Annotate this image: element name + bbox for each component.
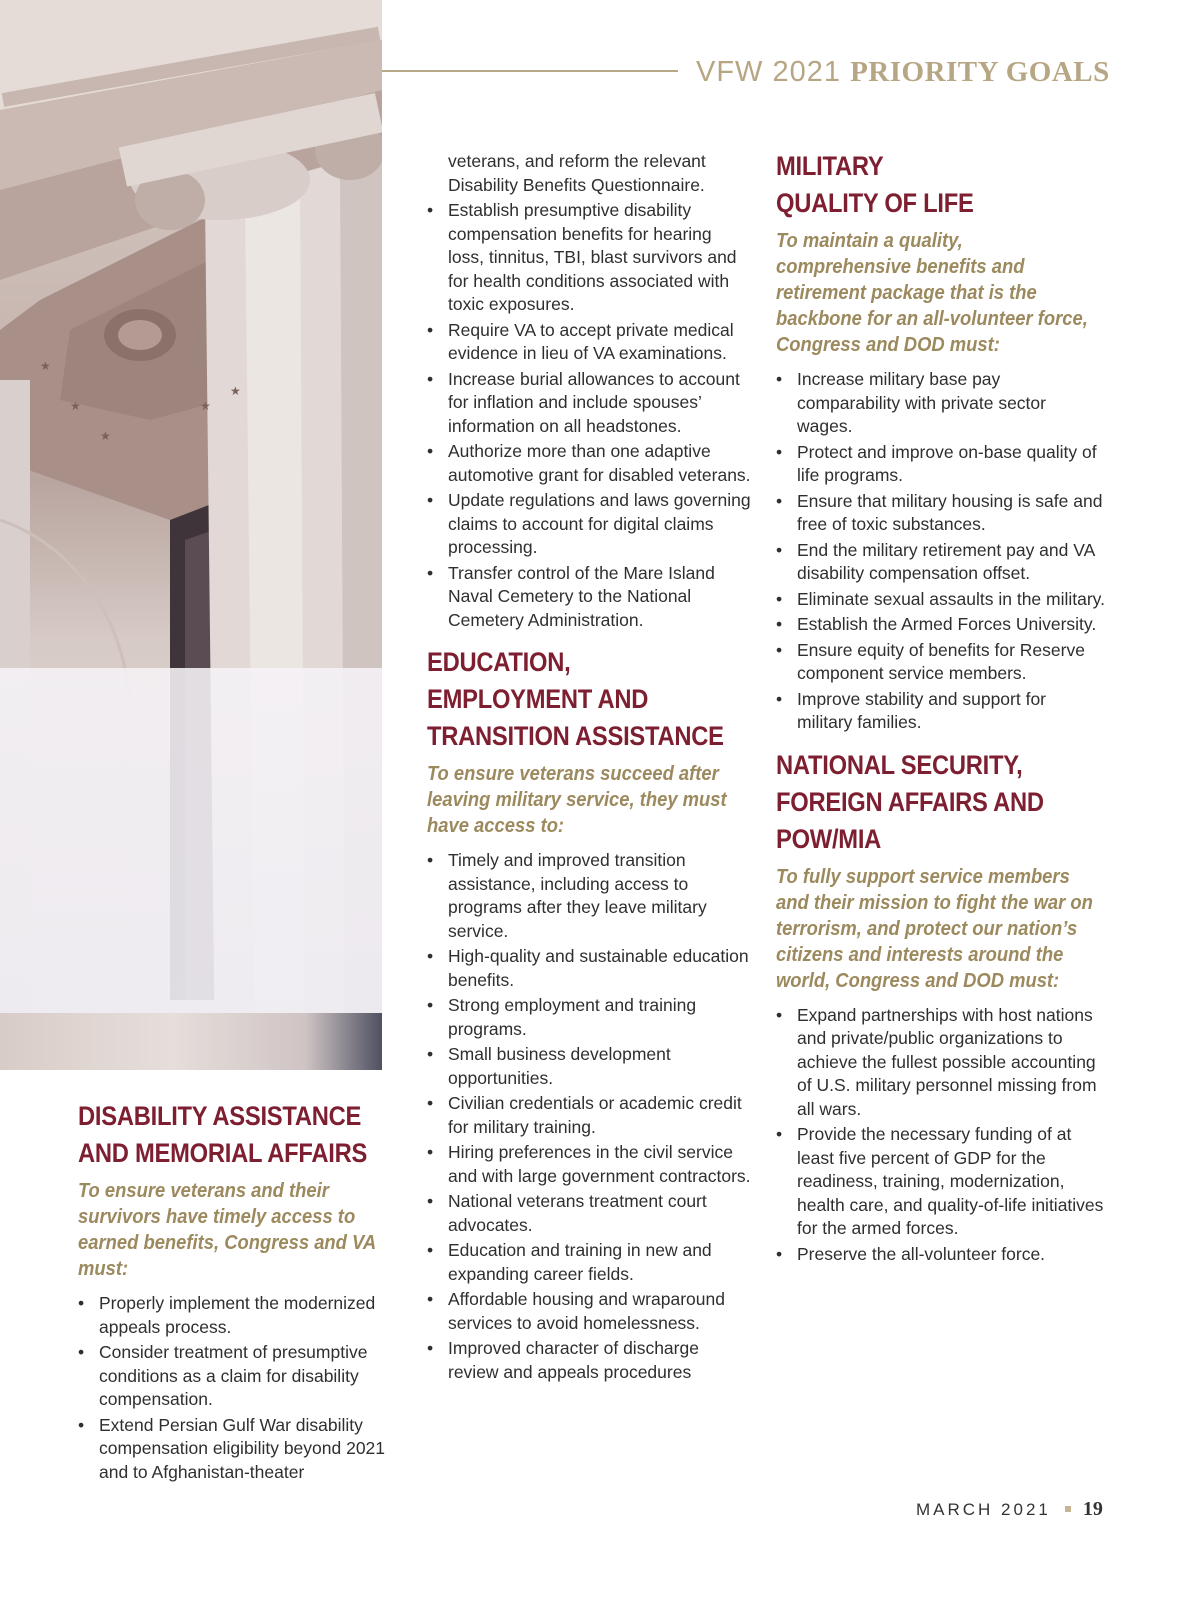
list-item: • Update regulations and laws governing claims to account for digital claims processing. (427, 489, 752, 560)
list-item: • Establish the Armed Forces University. (776, 613, 1106, 637)
issue-date: MARCH 2021 (916, 1500, 1051, 1519)
education-intro: To ensure veterans succeed after leaving military service, they must have access to: (427, 763, 727, 837)
list-item: • Properly implement the modernized appeals process. (78, 1292, 398, 1339)
list-item: • High-quality and sustainable education benefits. (427, 945, 752, 992)
capitol-columns-photo (0, 0, 382, 1070)
list-item: • Preserve the all-volunteer force. (776, 1243, 1106, 1267)
svg-text:★: ★ (230, 384, 241, 398)
list-item: • Provide the necessary funding of at least five percent of GDP for the readiness, training, modernization, health care, and quality-of-life initiatives for the armed forces. (776, 1123, 1106, 1241)
list-item: • Establish presumptive disability compensation benefits for hearing loss, tinnitus, TBI, blast survivors and for health conditions associated with toxic exposures. (427, 199, 752, 317)
list-item: • Civilian credentials or academic credit for military training. (427, 1092, 752, 1139)
page-number: 19 (1082, 1498, 1103, 1520)
list-item: • Increase military base pay comparability with private sector wages. (776, 368, 1106, 439)
list-item: • End the military retirement pay and VA disability compensation offset. (776, 539, 1106, 586)
education-heading: EDUCATION, EMPLOYMENT AND TRANSITION ASSISTANCE (427, 647, 724, 751)
list-item: • Small business development opportunities. (427, 1043, 752, 1090)
list-item: • Consider treatment of presumptive conditions as a claim for disability compensation. (78, 1341, 398, 1412)
page-footer (916, 1498, 1103, 1521)
right-column (776, 148, 1106, 1268)
svg-text:★: ★ (40, 359, 51, 373)
separator-square-icon (1065, 1506, 1071, 1512)
disability-list (78, 1292, 398, 1484)
list-item: • Improved character of discharge review and appeals procedures (427, 1337, 752, 1384)
list-item: • Strong employment and training programs. (427, 994, 752, 1041)
svg-text:★: ★ (70, 399, 81, 413)
header-rule (382, 70, 678, 72)
list-item: • Education and training in new and expanding career fields. (427, 1239, 752, 1286)
military-heading: MILITARY QUALITY OF LIFE (776, 151, 974, 218)
national-security-intro: To fully support service members and their mission to fight the war on terrorism, and protect our nation’s citizens and interests around the world, Congress and DOD must: (776, 865, 1093, 992)
list-item: • Ensure that military housing is safe and free of toxic substances. (776, 490, 1106, 537)
list-item: • Transfer control of the Mare Island Naval Cemetery to the National Cemetery Administration. (427, 562, 752, 633)
list-item: • Ensure equity of benefits for Reserve component service members. (776, 639, 1106, 686)
list-item: • Improve stability and support for military families. (776, 688, 1106, 735)
list-item: • Expand partnerships with host nations and private/public organizations to achieve the fullest possible accounting of U.S. military personnel missing from all wars. (776, 1004, 1106, 1122)
header-title-light: VFW 2021 (696, 56, 841, 88)
list-item: • Extend Persian Gulf War disability compensation eligibility beyond 2021 and to Afghanistan-theater (78, 1414, 398, 1485)
military-intro: To maintain a quality, comprehensive benefits and retirement package that is the backbone for an all-volunteer force, Congress and DOD must: (776, 230, 1088, 356)
page-header (696, 56, 1110, 89)
list-item-continued: veterans, and reform the relevant Disability Benefits Questionnaire. (448, 151, 706, 195)
header-title-strong: PRIORITY GOALS (850, 56, 1110, 88)
list-item: • Eliminate sexual assaults in the military. (776, 588, 1106, 612)
national-security-heading: NATIONAL SECURITY, FOREIGN AFFAIRS AND POW/MIA (776, 749, 1044, 854)
list-item: • Timely and improved transition assistance, including access to programs after they leave military service. (427, 849, 752, 943)
svg-text:★: ★ (100, 429, 111, 443)
military-list (776, 368, 1106, 735)
education-list (427, 849, 752, 1384)
svg-text:★: ★ (200, 399, 211, 413)
disability-heading: DISABILITY ASSISTANCE AND MEMORIAL AFFAIRS (78, 1101, 368, 1168)
list-item: • Authorize more than one adaptive automotive grant for disabled veterans. (427, 440, 752, 487)
disability-section (78, 1098, 398, 1486)
list-item: • Require VA to accept private medical evidence in lieu of VA examinations. (427, 319, 752, 366)
list-item: • Affordable housing and wraparound services to avoid homelessness. (427, 1288, 752, 1335)
list-item: • Protect and improve on-base quality of life programs. (776, 441, 1106, 488)
list-item: • National veterans treatment court advocates. (427, 1190, 752, 1237)
middle-column (427, 150, 752, 1386)
disability-continued-list (427, 150, 752, 632)
national-security-list (776, 1004, 1106, 1267)
disability-intro: To ensure veterans and their survivors have timely access to earned benefits, Congress and VA must: (78, 1180, 376, 1280)
list-item: • Increase burial allowances to account for inflation and include spouses’ information on all headstones. (427, 368, 752, 439)
list-item: • Hiring preferences in the civil service and with large government contractors. (427, 1141, 752, 1188)
